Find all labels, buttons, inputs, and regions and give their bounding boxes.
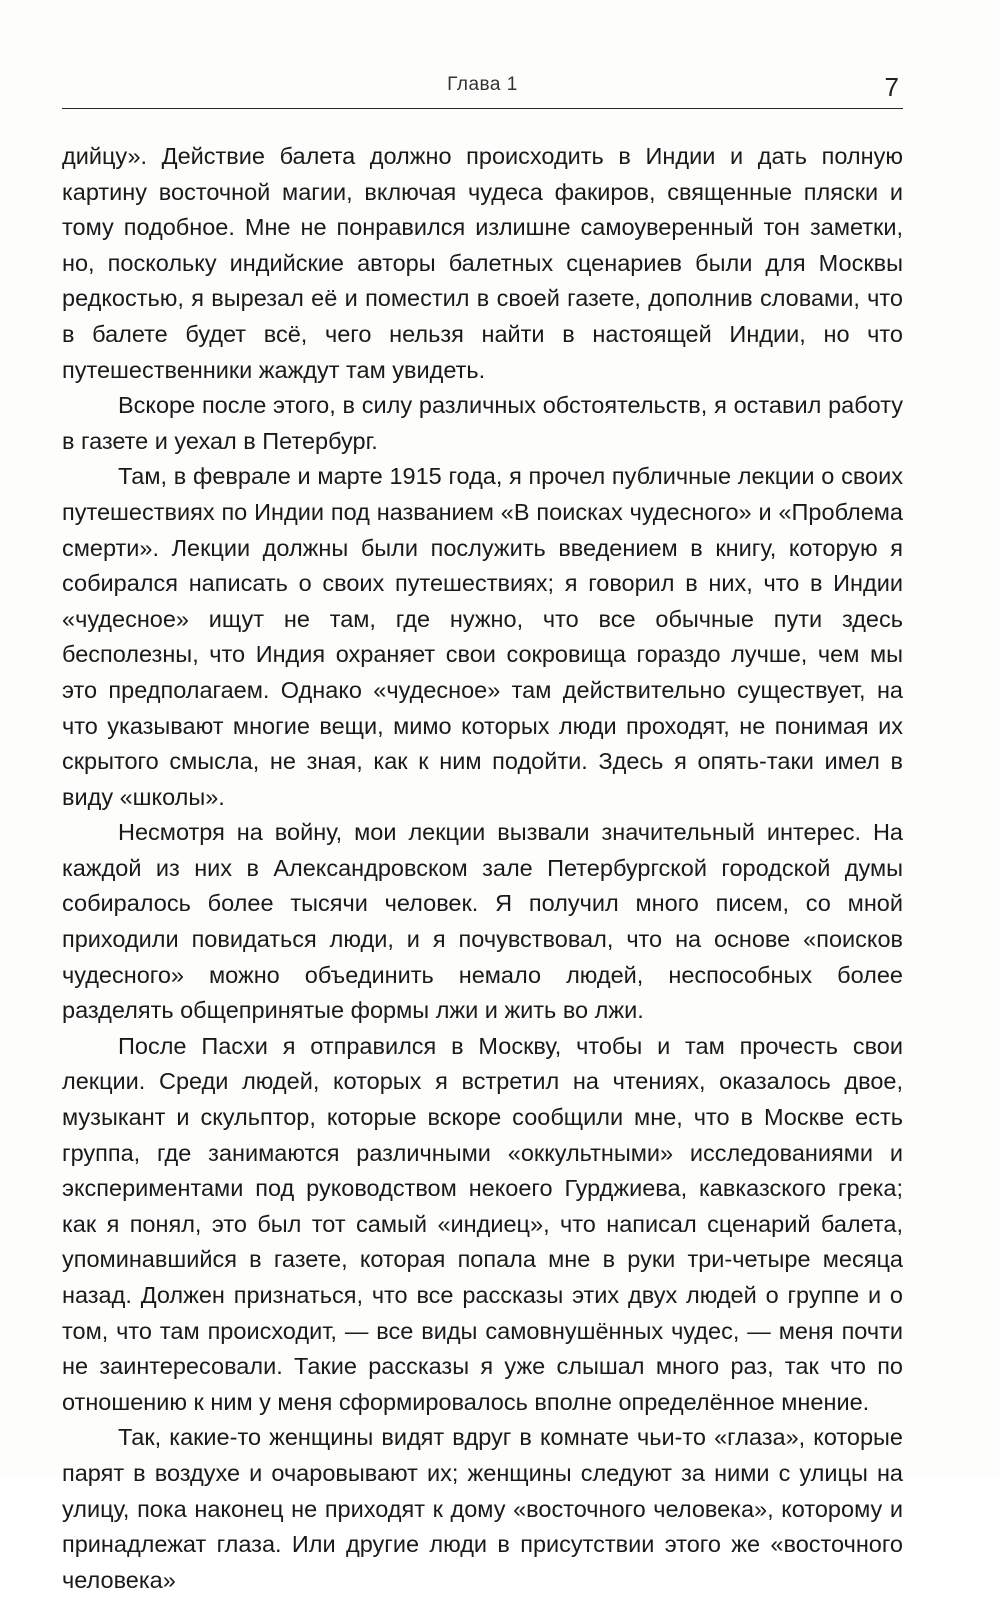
running-header (62, 70, 903, 109)
page-number: 7 (884, 72, 899, 102)
paragraph: Вскоре после этого, в силу различных обстоятельств, я оставил работу в газете и уехал в Петербург. (62, 392, 903, 454)
chapter-title: Глава 1 (447, 74, 518, 95)
body-text (62, 139, 903, 1598)
paragraph: После Пасхи я отправился в Москву, чтобы и там прочесть свои лекции. Среди людей, которых я встретил на чтениях, оказалось двое, музыкант и скульптор, которые вскоре сообщили мне, что в Москве есть группа, где занимаются различными «оккультными» исследованиями и экспериментами под руководством некоего Гурджиева, кавказского грека; как я понял, это был тот самый «индиец», что написал сценарий балета, упоминавшийся в газете, которая попала мне в руки три-четыре месяца назад. Должен признаться, что все рассказы этих двух людей о группе и о том, что там происходит, — все виды самовнушённых чудес, — меня почти не заинтересовали. Такие рассказы я уже слышал много раз, так что по отношению к ним у меня сформировалось вполне определённое мнение. (62, 1032, 903, 1415)
paragraph: Несмотря на войну, мои лекции вызвали значительный интерес. На каждой из них в Александровском зале Петербургской городской думы собиралось более тысячи человек. Я получил много писем, со мной приходили повидаться люди, и я почувствовал, что на основе «поисков чудесного» можно объединить немало людей, неспособных более разделять общепринятые формы лжи и жить во лжи. (62, 819, 903, 1024)
paragraph-continues: Так, какие-то женщины видят вдруг в комнате чьи-то «глаза», которые парят в воздухе и очаровывают их; женщины следуют за ними с улицы на улицу, пока наконец не приходят к дому «восточного человека», которому и принадлежат глаза. Или другие люди в присутствии этого же «восточного человека» (62, 1424, 903, 1593)
paragraph: Там, в феврале и марте 1915 года, я прочел публичные лекции о своих путешествиях по Индии под названием «В поисках чудесного» и «Проблема смерти». Лекции должны были послужить введением в книгу, которую я собирался написать о своих путешествиях; я говорил в них, что в Индии «чудесное» ищут не там, где нужно, что все обычные пути здесь бесполезны, что Индия охраняет свои сокровища гораздо лучше, чем мы это предполагаем. Однако «чудесное» там действительно существует, на что указывают многие вещи, мимо которых люди проходят, не понимая их скрытого смысла, не зная, как к ним подойти. Здесь я опять-таки имел в виду «школы». (62, 463, 903, 810)
paragraph-continued: дийцу». Действие балета должно происходить в Индии и дать полную картину восточной магии, включая чудеса факиров, священные пляски и тому подобное. Мне не понравился излишне самоуверенный тон заметки, но, поскольку индийские авторы балетных сценариев были для Москвы редкостью, я вырезал её и поместил в своей газете, дополнив словами, что в балете будет всё, чего нельзя найти в настоящей Индии, но что путешественники жаждут там увидеть. (62, 143, 903, 383)
